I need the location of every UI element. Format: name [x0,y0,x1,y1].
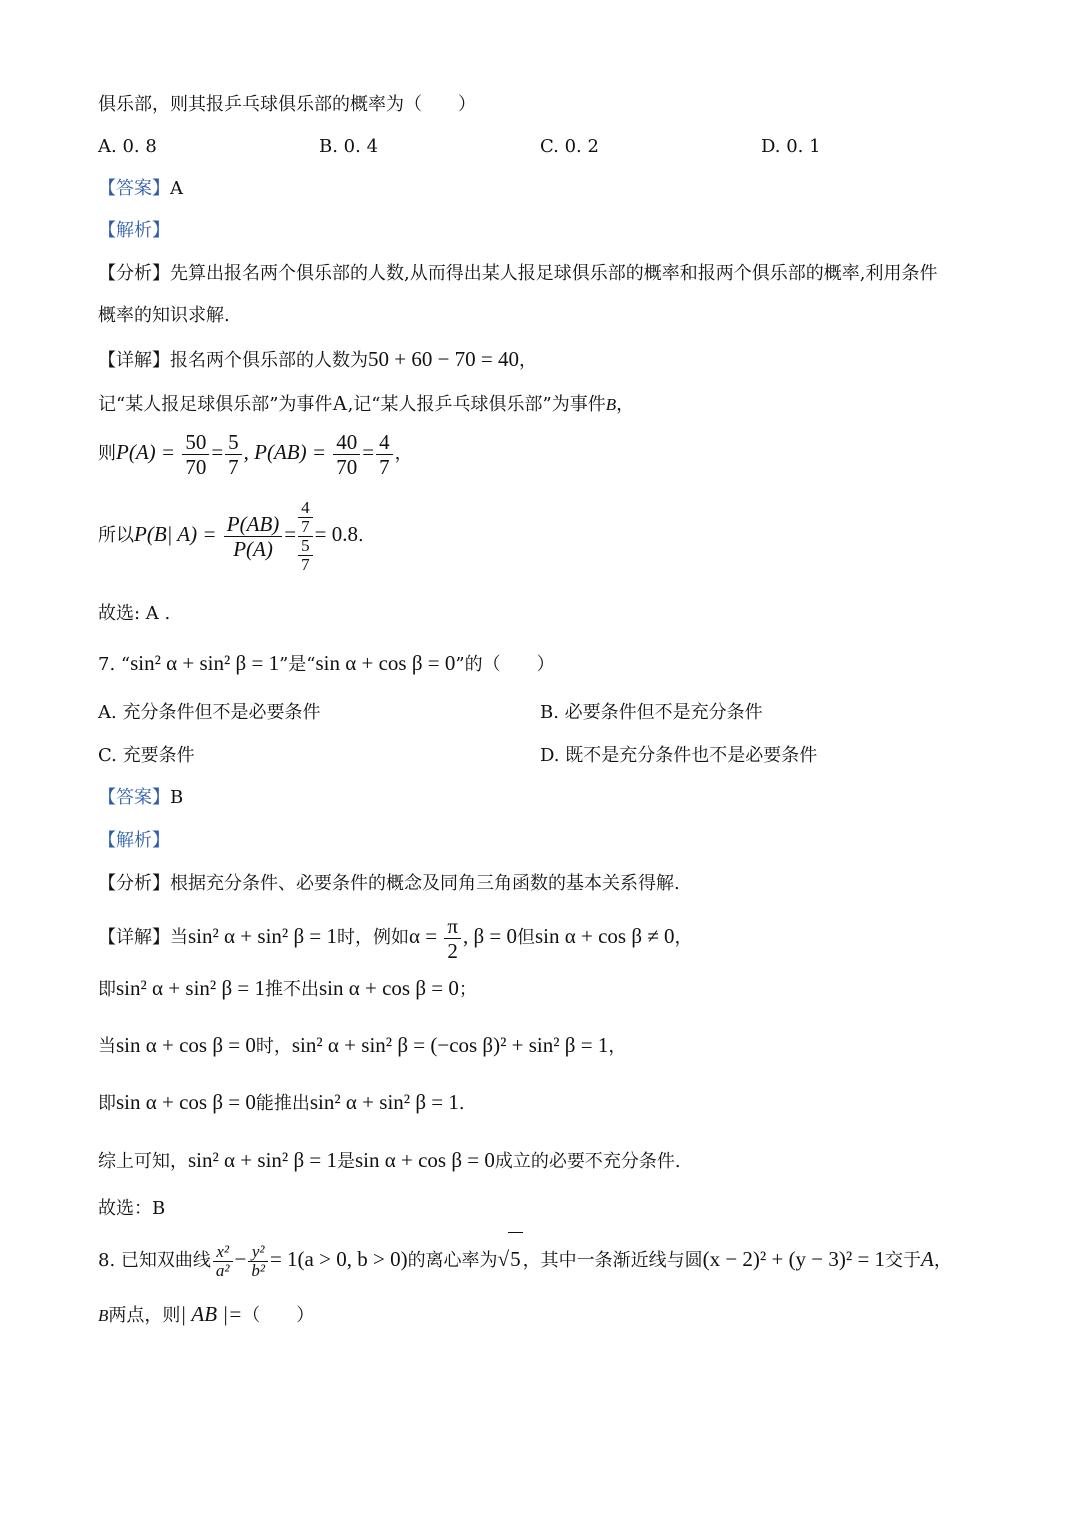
fraction [376,430,393,479]
math-expression: (x − 2)² + (y − 3)² = 1 [702,1247,886,1271]
numerator: x² [213,1243,233,1262]
denominator: 70 [185,454,207,479]
stem-text: 两点，则 [108,1305,181,1326]
numerator: y² [248,1243,268,1262]
q6-detail-line4: 所以P(B| A) = $\frac{P(AB)}{P(A)}$ = $\frac{\frac{4}{7}}{\frac{5}{7}}$ = 0.8. [98,497,364,574]
jiexi-tag: 【解析】 [98,220,170,241]
sqrt-value: 5 [508,1232,523,1285]
denominator: 2 [447,938,458,963]
punct: ， [394,443,413,464]
analysis-tag: 【分析】 [98,873,170,894]
math-expression: sin² α + sin² β = 1 [130,651,280,675]
math-expression: sin α + cos β ≠ 0 [534,924,675,948]
numerator: 50 [182,430,209,455]
denominator: a² [215,1260,230,1280]
numerator: 40 [333,430,360,455]
fraction [182,430,209,479]
math-expression: sin² α + sin² β = 1 [309,1090,459,1114]
detail-tag: 【详解】 [98,927,170,948]
question-number: 8. 已知双曲线 [98,1250,211,1271]
q8-stem-line1: 8. 已知双曲线 $\frac{\text{x²}}{\text{a²}}$ − $\frac{\text{y²}}{\text{b²}}$ = 1(a > 0, b > 0)的离心率为√5 ，其中一条渐近线与圆(x − 2)² + (y − 3)² = 1交于A， [98,1232,952,1287]
punct: ， [608,1036,627,1057]
numerator: 4 [376,430,393,455]
math-expression: sin α + cos β = 0 [315,651,456,675]
detail-text: 当 [170,927,188,948]
point-b: B [98,1306,109,1325]
analysis-text: 先算出报名两个俱乐部的人数,从而得出某人报足球俱乐部的概率和报两个俱乐部的概率,利用条件 [170,263,938,284]
event-b: B [605,395,617,414]
fraction-y [248,1243,268,1280]
stem-text: （ ） [242,1305,315,1326]
math-expression: = 1(a > 0, b > 0) [269,1247,408,1271]
math-pab: , P(AB) = [243,440,332,464]
q6-conclusion: 故选: A . [98,603,171,624]
math-expression: sin α + cos β = 0 [354,1148,495,1172]
punct: ； [458,979,477,1000]
q7-stem [98,650,555,678]
denominator [298,537,313,574]
punct: ， [674,927,693,948]
jiexi-tag: 【解析】 [98,830,170,851]
q7-option-a: A. 充分条件但不是必要条件 [98,702,321,723]
q7-option-c: C. 充要条件 [98,745,195,766]
q6-option-c: C. 0. 2 [540,136,599,157]
detail-text: 是 [336,1151,355,1172]
q6-option-b: B. 0. 4 [319,136,379,157]
detail-text: ,记“某人报乒乓球俱乐部”为事件 [347,394,606,415]
stem-text: ，其中一条渐近线与圆 [522,1250,703,1271]
detail-text: 成立的必要不充分条件. [494,1151,681,1172]
detail-text: 则 [98,443,116,464]
question-number: 7. “ [98,654,131,675]
q7-analysis [98,871,680,897]
math-expression: , β = 0 [462,924,517,948]
math-expression: sin² α + sin² β = 1 [188,1148,337,1172]
inner-denominator: 7 [301,516,310,536]
detail-text: 时， [255,1036,292,1057]
q7-conclusion: 故选：B [98,1198,166,1219]
inner-numerator: 5 [298,537,313,556]
fraction [225,430,242,479]
q8-stem-line2 [98,1301,314,1329]
q6-detail-line2 [98,390,634,418]
math-pa: P(A) = [116,440,181,464]
q7-detail-line2 [98,975,477,1003]
fraction [444,914,461,963]
math-expression: sin α + cos β = 0 [116,1033,256,1057]
stem-text: 的离心率为 [407,1250,498,1271]
answer-value: A [170,178,183,199]
numerator [298,499,313,537]
q7-detail-line5 [98,1147,681,1175]
q7-answer-line [98,785,183,811]
math-expression: sin α + cos β = 0 [116,1090,256,1114]
stem-text: ”的（ ） [455,654,555,675]
numerator: π [444,914,461,939]
detail-text: 当 [98,1036,116,1057]
inner-denominator: 7 [301,554,310,574]
sqrt-icon: √ [497,1247,510,1271]
math-expression: sin² α + sin² β = 1 [116,976,265,1000]
math-expression: sin α + cos β = 0 [318,976,459,1000]
math-pba: P(B| A) = [134,522,222,546]
q7-detail-line1 [98,910,693,964]
q6-detail-line1 [98,346,537,374]
math-expression: α = [408,924,443,948]
q6-option-d: D. 0. 1 [761,136,821,157]
detail-text: 但 [516,927,535,948]
fraction [224,512,282,561]
punct: ， [616,394,635,415]
numerator: P(AB) [224,512,282,537]
q7-option-b: B. 必要条件但不是充分条件 [540,702,763,723]
result: = 0.8 [314,522,358,546]
answer-tag: 【答案】 [98,178,170,199]
math-expression: sin² α + sin² β = (−cos β)² + sin² β = 1 [291,1033,609,1057]
q7-detail-line3 [98,1032,626,1060]
detail-text: 记“某人报足球俱乐部”为事件 [98,394,333,415]
denominator: P(A) [233,536,273,561]
fraction-x [213,1243,233,1280]
q6-detail-line3: 则P(A) = $\frac{50}{70}$ = $\frac{5}{7}$ , P(AB) = $\frac{40}{70}$ = $\frac{4}{7}$ ， [98,429,413,479]
detail-text: 时，例如 [336,927,409,948]
q6-analysis-line2: 概率的知识求解. [98,305,230,326]
inner-numerator: 4 [298,499,313,518]
math-expression: 50 + 60 − 70 = 40 [368,347,520,371]
fraction [333,430,360,479]
denominator: 7 [228,454,239,479]
q6-analysis-line1 [98,261,937,287]
q7-option-d: D. 既不是充分条件也不是必要条件 [540,745,818,766]
detail-text: 即 [98,1093,116,1114]
q6-option-a: A. 0. 8 [98,136,157,157]
denominator: 70 [336,454,358,479]
denominator: 7 [379,454,390,479]
punct: ， [933,1250,952,1271]
punct: . [458,1093,465,1114]
math-expression: sin² α + sin² β = 1 [188,924,337,948]
math-expression: | AB |= [180,1302,243,1326]
detail-text: 报名两个俱乐部的人数为 [170,350,368,371]
analysis-text: 根据充分条件、必要条件的概念及同角三角函数的基本关系得解. [170,873,680,894]
detail-tag: 【详解】 [98,350,170,371]
detail-text: 即 [98,979,116,1000]
detail-text: 能推出 [255,1093,310,1114]
detail-text: 综上可知， [98,1151,188,1172]
numerator: 5 [225,430,242,455]
punct: . [357,525,364,546]
q7-detail-line4 [98,1089,465,1117]
detail-text: 所以 [98,525,134,546]
event-a: A [332,391,348,415]
point-a: A [921,1247,934,1271]
answer-value: B [170,787,184,808]
answer-tag: 【答案】 [98,787,170,808]
stem-text: ”是“ [279,654,316,675]
q6-answer-line [98,176,183,202]
stem-text: 交于 [885,1250,922,1271]
punct: ， [519,350,538,371]
compound-fraction [298,499,313,574]
detail-text: 推不出 [264,979,319,1000]
denominator: b² [251,1260,265,1280]
q6-stem-tail: 俱乐部，则其报乒乓球俱乐部的概率为（ ） [98,94,476,115]
analysis-tag: 【分析】 [98,263,170,284]
